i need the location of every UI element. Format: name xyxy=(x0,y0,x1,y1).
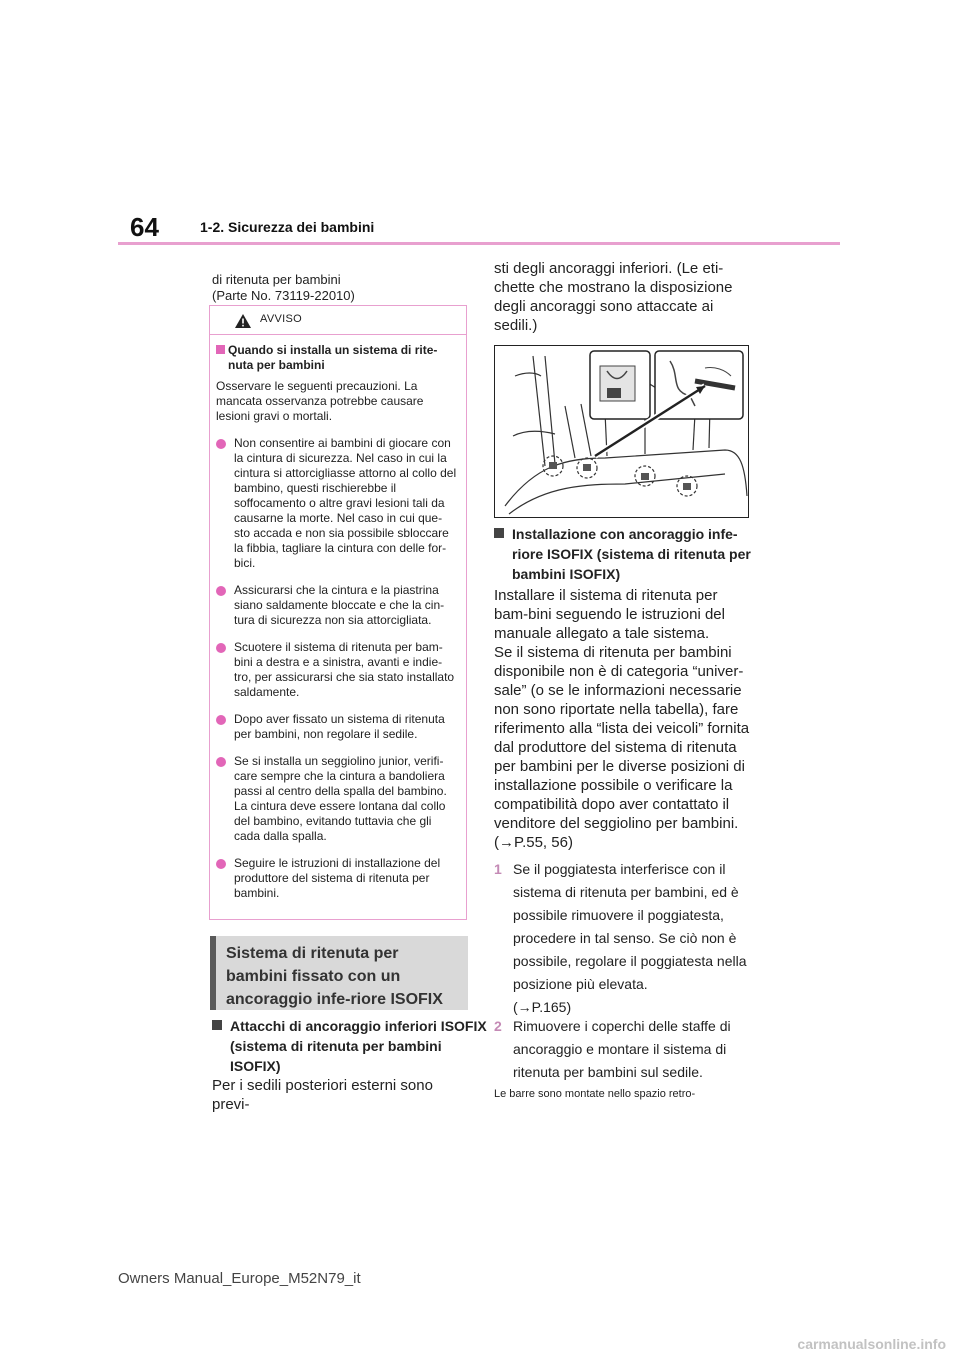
subheading-isofix-installation xyxy=(494,524,768,584)
warning-bullet-text: Non consentire ai bambini di giocare con la cintura di sicurezza. Nel caso in cui la cintura si attorcigliasse attorno al collo del bambino, questi rischierebbe il soffocamento o altre gravi lesioni tali da causarne la morte. Nel caso in cui que-sto accada e non sia possibile sbloccare la fibbia, tagliare la cintura con delle for-bici. xyxy=(234,436,457,570)
warning-bullet-text: Se si installa un seggiolino junior, verifi-care sempre che la cintura a bandoliera passi al centro della spalla del bambino. La cintura deve essere lontana dal collo del bambino, evitando tuttavia che gli cada dalla spalla. xyxy=(234,754,447,843)
warning-bullet xyxy=(216,856,458,901)
page-reference: (→P.165) xyxy=(513,999,572,1015)
warning-bullet xyxy=(216,640,458,700)
header-divider xyxy=(118,242,840,245)
watermark: carmanualsonline.info xyxy=(797,1336,946,1352)
seat-illustration-svg xyxy=(495,346,748,517)
section-heading-box xyxy=(210,936,468,1010)
page-reference: (→P.55, 56) xyxy=(494,834,573,851)
warning-bullet xyxy=(216,436,458,571)
body-paragraph: Installare il sistema di ritenuta per bam-bini seguendo le istruzioni del manuale allegato a tale sistema. xyxy=(494,587,725,642)
page-number: 64 xyxy=(130,212,159,242)
warning-bullet-text: Scuotere il sistema di ritenuta per bam-bini a destra e a sinistra, avanti e indie-tro, per assicurarsi che sia stato installato saldamente. xyxy=(234,640,455,699)
warning-header xyxy=(210,306,466,335)
warning-bullet-text: Seguire le istruzioni di installazione del produttore del sistema di ritenuta per bambini. xyxy=(234,856,441,900)
warning-label: AVVISO xyxy=(260,313,302,325)
step-text: Se il poggiatesta interferisce con il sistema di ritenuta per bambini, ed è possibile rimuovere il poggiatesta, procedere in tal senso. Se ciò non è possibile, regolare il poggiatesta nella posizione più elevata. xyxy=(513,861,747,992)
step-number: 2 xyxy=(494,1018,502,1034)
body-paragraph: sti degli ancoraggi inferiori. (Le eti-chette che mostrano la disposizione degli ancoraggi sono attaccate ai sedili.) xyxy=(494,260,733,334)
step-text: Rimuovere i coperchi delle staffe di ancoraggio e montare il sistema di ritenuta per bambini sul sedile. xyxy=(513,1018,731,1080)
intro-line: di ritenuta per bambini xyxy=(212,272,341,287)
body-paragraph-block xyxy=(494,586,752,852)
subheading-text: Installazione con ancoraggio infe-riore ISOFIX (sistema di ritenuta per bambini ISOFIX) xyxy=(512,526,751,582)
warning-title-text: Quando si installa un sistema di rite-nuta per bambini xyxy=(228,343,438,372)
round-bullet-icon xyxy=(216,715,226,725)
warning-triangle-icon xyxy=(234,313,252,329)
body-paragraph: Per i sedili posteriori esterni sono previ- xyxy=(212,1077,433,1113)
warning-bullet-text: Dopo aver fissato un sistema di ritenuta per bambini, non regolare il sedile. xyxy=(234,712,445,741)
round-bullet-icon xyxy=(216,859,226,869)
warning-box xyxy=(209,305,467,920)
square-bullet-icon xyxy=(494,528,504,538)
instruction-step xyxy=(494,858,752,1019)
round-bullet-icon xyxy=(216,439,226,449)
intro-line: (Parte No. 73119-22010) xyxy=(212,288,355,303)
round-bullet-icon xyxy=(216,757,226,767)
square-bullet-icon xyxy=(212,1020,222,1030)
square-bullet-icon xyxy=(216,345,225,354)
warning-intro: Osservare le seguenti precauzioni. La mancata osservanza potrebbe causare lesioni gravi o mortali. xyxy=(216,379,424,423)
round-bullet-icon xyxy=(216,586,226,596)
round-bullet-icon xyxy=(216,643,226,653)
section-title: 1-2. Sicurezza dei bambini xyxy=(200,219,375,235)
warning-title xyxy=(216,343,458,373)
intro-text xyxy=(212,272,467,304)
subheading-text: Attacchi di ancoraggio inferiori ISOFIX (sistema di ritenuta per bambini ISOFIX) xyxy=(230,1018,487,1074)
step-number: 1 xyxy=(494,861,502,877)
warning-bullet xyxy=(216,583,458,628)
warning-bullet-text: Assicurarsi che la cintura e la piastrina siano saldamente bloccate e che la cin-tura di sicurezza non sia attorcigliata. xyxy=(234,583,445,627)
warning-bullet xyxy=(216,754,458,844)
footer-manual-name: Owners Manual_Europe_M52N79_it xyxy=(118,1270,361,1287)
section-heading: Sistema di ritenuta per bambini fissato con un ancoraggio infe-riore ISOFIX xyxy=(226,945,443,1008)
body-paragraph: Se il sistema di ritenuta per bambini disponibile non è di categoria “univer-sale” (o se le informazioni necessarie non sono riportate nella tabella), fare riferimento alla “lista dei veicoli” fornita dal produttore del sistema di ritenuta per bambini per le diverse posizioni di installazione possibile o verificare la compatibilità dopo aver contattato il venditore del seggiolino per bambini. xyxy=(494,644,750,832)
isofix-anchor-illustration xyxy=(494,345,749,518)
warning-bullet xyxy=(216,712,458,742)
footnote: Le barre sono montate nello spazio retro- xyxy=(494,1088,696,1100)
subheading-isofix-attachments xyxy=(212,1016,488,1076)
instruction-step xyxy=(494,1015,752,1084)
